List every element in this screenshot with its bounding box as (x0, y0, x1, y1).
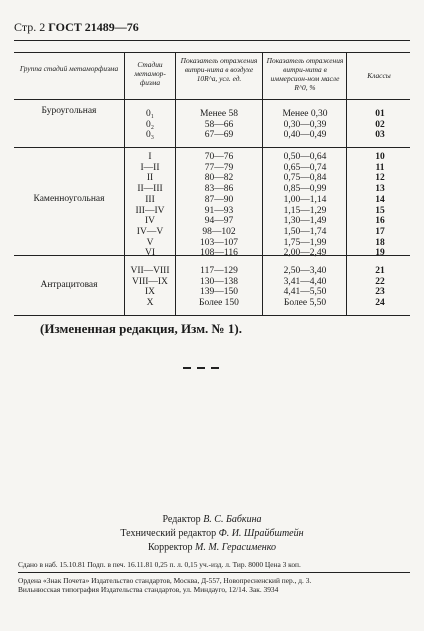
cell-air-reflectance: 70—76 (204, 152, 234, 162)
separator-dash (197, 367, 205, 369)
cell-class: 12 (375, 173, 385, 184)
cell-class: 22 (375, 276, 385, 287)
cell-stage: 0₁ (145, 109, 155, 119)
cell-oil-reflectance: 0,75—0,84 (283, 173, 327, 184)
page-header (14, 20, 139, 35)
cell-air-reflectance: 83—86 (204, 184, 234, 195)
cell-class: 14 (375, 194, 385, 205)
cell-stage: VII—VIII (130, 266, 170, 276)
cell-class: 10 (375, 152, 385, 162)
cell-oil-reflectance: 2,50—3,40 (283, 266, 327, 276)
cell-oil-reflectance: 0,40—0,49 (283, 130, 327, 141)
group-name: Каменноугольная (33, 194, 105, 204)
cell-air-reflectance: 91—93 (204, 205, 234, 216)
cell-air-reflectance: 87—90 (204, 194, 234, 205)
cell-oil-reflectance: Менее 0,30 (282, 109, 328, 119)
cell-stage: V (146, 237, 154, 248)
cell-stage: X (146, 298, 154, 309)
cell-class: 01 (375, 109, 385, 119)
cell-stage: 0₂ (145, 119, 155, 130)
printer-info: Вильнюсская типография Издательства стандартов, ул. Миндауго, 12/14. Зак. 3934 (18, 585, 279, 594)
group-name: Антрацитовая (40, 280, 98, 290)
amendment-note: (Измененная редакция, Изм. № 1). (40, 321, 242, 336)
column-header-air: Показатель отражения витри-нита в воздухе 10R^a, усл. ед. (180, 56, 258, 83)
cell-class: 15 (375, 205, 385, 216)
cell-stage: I—II (140, 162, 160, 173)
cell-oil-reflectance: 1,15—1,29 (283, 205, 327, 216)
cell-stage: II—III (137, 184, 163, 195)
header-rule (14, 40, 410, 41)
column-header-group: Группа стадий метаморфизма (19, 64, 119, 73)
credit-proofreader: Корректор М. М. Герасименко (147, 542, 277, 553)
cell-stage: VI (144, 248, 156, 259)
cell-air-reflectance: 80—82 (204, 173, 234, 184)
cell-stage: III—IV (135, 205, 165, 216)
publisher-info: Ордена «Знак Почета» Издательство стандартов, Москва, Д-557, Новопресненский пер., д. 3. (18, 576, 312, 585)
credit-tech-editor: Технический редактор Ф. И. Шрайбштейн (120, 528, 304, 539)
table-column-rule (175, 52, 176, 315)
cell-air-reflectance: 58—66 (204, 119, 234, 130)
group-name: Буроугольная (41, 106, 97, 116)
cell-class: 18 (375, 237, 385, 248)
imprint-rule (18, 572, 410, 573)
cell-air-reflectance: 77—79 (204, 162, 234, 173)
table-column-rule (124, 52, 125, 315)
cell-oil-reflectance: 1,50—1,74 (283, 226, 327, 237)
cell-oil-reflectance: 1,75—1,99 (283, 237, 327, 248)
cell-oil-reflectance: 2,00—2,49 (283, 248, 327, 259)
column-header-stage: Стадии метамор-физма (134, 60, 166, 87)
column-header-oil: Показатель отражения витри-нита в иммерсион-ном масле R^0, % (266, 56, 344, 92)
cell-stage: IV (144, 216, 156, 227)
cell-class: 03 (375, 130, 385, 141)
table-group-rule (14, 147, 410, 148)
credit-editor: Редактор В. С. Бабкина (162, 514, 262, 525)
cell-oil-reflectance: 0,85—0,99 (283, 184, 327, 195)
cell-air-reflectance: 94—97 (204, 216, 234, 227)
table-top-rule (14, 52, 410, 53)
table-header-rule (14, 99, 410, 100)
cell-oil-reflectance: 0,65—0,74 (283, 162, 327, 173)
cell-air-reflectance: 98—102 (202, 226, 236, 237)
print-info: Сдано в наб. 15.10.81 Подп. в печ. 16.11.81 0,25 п. л. 0,15 уч.-изд. л. Тир. 8000 Цена 3 коп. (18, 560, 301, 569)
cell-air-reflectance: 117—129 (200, 266, 238, 276)
cell-air-reflectance: 67—69 (204, 130, 234, 141)
cell-class: 23 (375, 287, 385, 298)
table-bottom-rule (14, 315, 410, 316)
cell-class: 21 (375, 266, 385, 276)
cell-class: 16 (375, 216, 385, 227)
cell-oil-reflectance: 1,30—1,49 (283, 216, 327, 227)
cell-stage: II (146, 173, 154, 184)
table-column-rule (262, 52, 263, 315)
cell-oil-reflectance: 4,41—5,50 (283, 287, 327, 298)
cell-air-reflectance: 139—150 (200, 287, 238, 298)
cell-oil-reflectance: 0,50—0,64 (283, 152, 327, 162)
column-header-class: Классы (367, 71, 391, 80)
page-number: Стр. 2 (14, 20, 46, 34)
cell-class: 11 (375, 162, 385, 173)
standard-number: ГОСТ 21489—76 (48, 20, 139, 34)
cell-class: 02 (375, 119, 385, 130)
table-column-rule (346, 52, 347, 315)
cell-stage: IV—V (136, 226, 164, 237)
cell-stage: I (148, 152, 152, 162)
cell-class: 19 (375, 248, 385, 259)
cell-air-reflectance: Менее 58 (200, 109, 238, 119)
cell-air-reflectance: 108—116 (200, 248, 238, 259)
cell-stage: 0₃ (145, 130, 155, 141)
cell-oil-reflectance: 1,00—1,14 (283, 194, 327, 205)
cell-class: 17 (375, 226, 385, 237)
cell-stage: VIII—IX (132, 276, 168, 287)
cell-stage: III (145, 194, 155, 205)
cell-air-reflectance: Более 150 (199, 298, 239, 309)
cell-oil-reflectance: Более 5,50 (283, 298, 327, 309)
cell-oil-reflectance: 3,41—4,40 (283, 276, 327, 287)
cell-oil-reflectance: 0,30—0,39 (283, 119, 327, 130)
separator-dash (183, 367, 191, 369)
cell-air-reflectance: 103—107 (200, 237, 238, 248)
cell-stage: IX (144, 287, 156, 298)
cell-class: 13 (375, 184, 385, 195)
separator-dash (211, 367, 219, 369)
cell-air-reflectance: 130—138 (200, 276, 238, 287)
cell-class: 24 (375, 298, 385, 309)
